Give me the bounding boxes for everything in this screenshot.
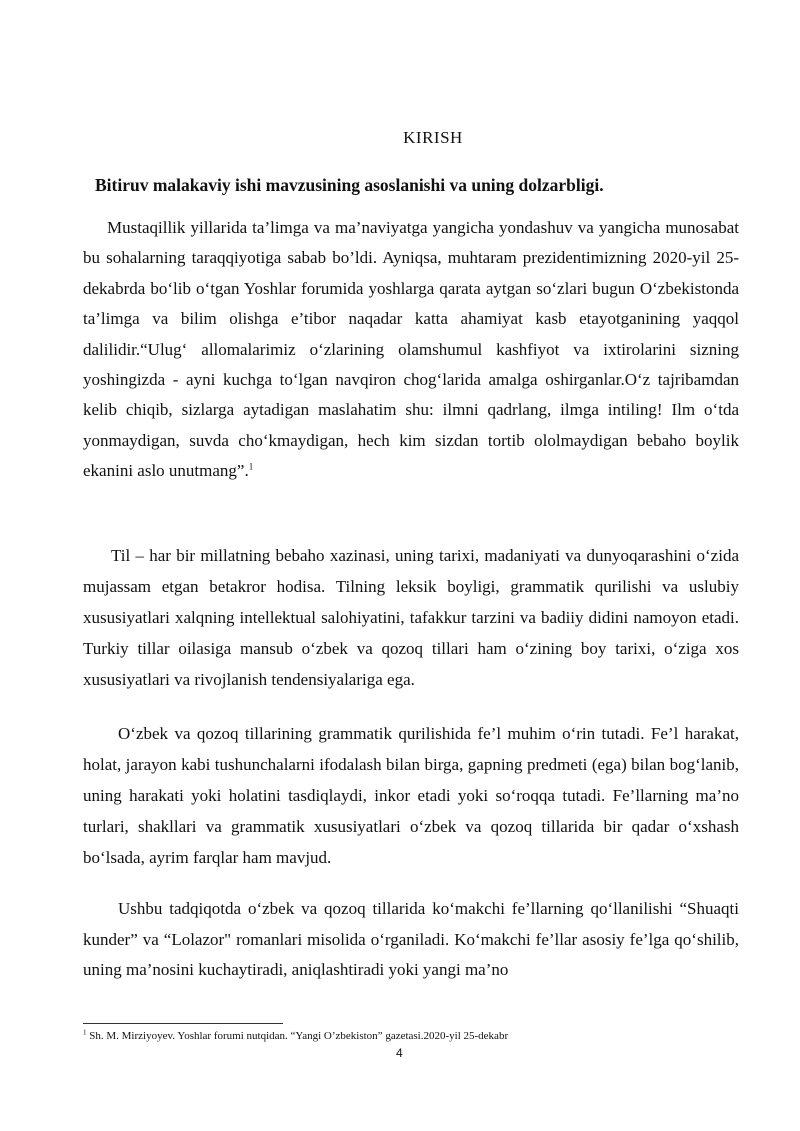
paragraph-4-text: Ushbu tadqiqotda o‘zbek va qozoq tillarida ko‘makchi fe’llarning qo‘llanilishi “Shuaqti kunder” va “Lolazor" romanlari misolida o‘rganiladi. Ko‘makchi fe’llar asosiy fe’lga qo‘shilib, uning ma’nosini kuchaytiradi, aniqlashtiradi yoki yangi ma’no	[83, 899, 739, 980]
footnote-divider	[83, 1023, 283, 1024]
paragraph-3-text: O‘zbek va qozoq tillarining grammatik qurilishida fe’l muhim o‘rin tutadi. Fe’l harakat, holat, jarayon kabi tushunchalarni ifodalash bilan birga, gapning predmeti (ega) bilan bog‘lanib, uning harakati yoki holatini tasdiqlaydi, inkor etadi yoki so‘roqqa tutadi. Fe’llarning ma’no turlari, shakllari va grammatik xususiyatlari o‘zbek va qozoq tillarida bir qadar o‘xshash bo‘lsada, ayrim farqlar ham mavjud.	[83, 724, 739, 867]
page-number: 4	[396, 1046, 403, 1060]
footnote-marker: 1	[83, 1028, 87, 1037]
paragraph-1	[83, 213, 739, 487]
section-heading: KIRISH	[403, 128, 463, 147]
section-subheading: Bitiruv malakaviy ishi mavzusining asoslanishi va uning dolzarbligi.	[95, 175, 604, 195]
footnote-reference: 1	[248, 461, 254, 472]
paragraph-2-text: Til – har bir millatning bebaho xazinasi, uning tarixi, madaniyati va dunyoqarashini o‘zida mujassam etgan betakror hodisa. Tilning leksik boyligi, grammatik qurilishi va uslubiy xususiyatlari xalqning intellektual salohiyatini, tafakkur tarzini va badiiy didini namoyon etadi. Turkiy tillar oilasiga mansub o‘zbek va qozoq tillari ham o‘zining boy tarixi, o‘ziga xos xususiyatlari va rivojlanish tendensiyalariga ega.	[83, 546, 739, 689]
paragraph-2	[83, 540, 739, 695]
paragraph-1-text: Mustaqillik yillarida ta’limga va ma’naviyatga yangicha yondashuv va yangicha munosabat bu sohalarning taraqqiyotiga sabab bo’ldi. Ayniqsa, muhtaram prezidentimizning 2020-yil 25-dekabrda bo‘lib o‘tgan Yoshlar forumida yoshlarga qarata aytgan so‘zlari bugun O‘zbekistonda ta’limga va bilim olishga e’tibor naqadar katta ahamiyat kasb etayotganining yaqqol dalilidir.“Ulug‘ allomalarimiz o‘zlarining olamshumul kashfiyot va ixtirolarini sizning yoshingizda - ayni kuchga to‘lgan navqiron chog‘larida amalga oshirganlar.O‘z tajribamdan kelib chiqib, sizlarga aytadigan maslahatim shu: ilmni qadrlang, ilmga intiling! Ilm o‘tda yonmaydigan, suvda cho‘kmaydigan, hech kim sizdan tortib ololmaydigan bebaho boylik ekanini aslo unutmang”.	[83, 218, 739, 481]
footnote	[83, 1030, 508, 1042]
paragraph-3	[83, 718, 739, 873]
footnote-text: Sh. M. Mirziyoyev. Yoshlar forumi nutqidan. “Yangi O’zbekiston” gazetasi.2020-yil 25-dekabr	[89, 1030, 509, 1042]
paragraph-4	[83, 894, 739, 986]
